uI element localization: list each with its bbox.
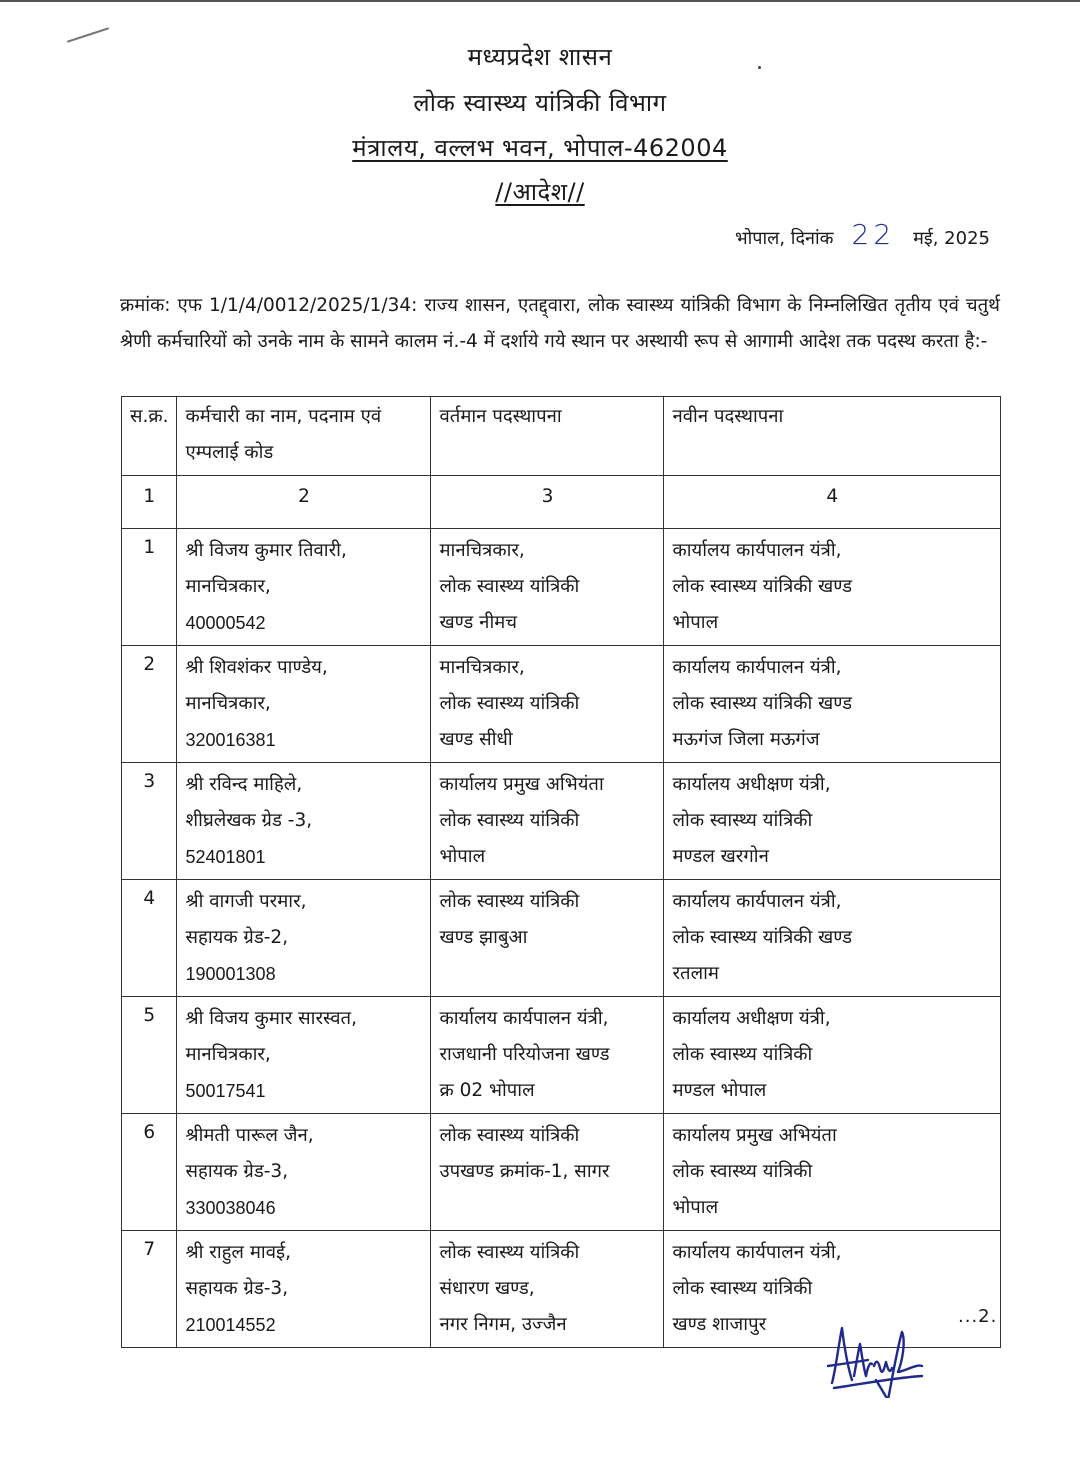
employee-name: श्री शिवशंकर पाण्डेय, (185, 657, 328, 678)
table-row (122, 529, 1001, 646)
employee-designation: शीघ्रलेखक ग्रेड -3, (185, 810, 313, 831)
department-name: लोक स्वास्थ्य यांत्रिकी विभाग (413, 89, 667, 117)
current-posting-line: खण्ड सीधी (439, 729, 513, 750)
employee-name: श्री राहुल मावई, (185, 1242, 291, 1263)
new-posting-cell (664, 997, 1001, 1114)
serial-number: 3 (122, 763, 177, 880)
current-posting-line: मानचित्रकार, (439, 657, 525, 678)
employee-code: 50017541 (185, 1081, 266, 1101)
current-posting-line: खण्ड झाबुआ (439, 927, 528, 948)
new-posting-line: कार्यालय प्रमुख अभियंता (672, 1125, 837, 1146)
new-posting-line: लोक स्वास्थ्य यांत्रिकी खण्ड (672, 693, 852, 714)
government-name: मध्यप्रदेश शासन (467, 43, 613, 71)
new-posting-cell (664, 763, 1001, 880)
current-posting-line: लोक स्वास्थ्य यांत्रिकी (439, 1125, 580, 1146)
employee-cell (177, 1231, 431, 1348)
current-posting-line: उपखण्ड क्रमांक-1, सागर (439, 1161, 610, 1182)
serial-number: 2 (122, 646, 177, 763)
new-posting-line: कार्यालय अधीक्षण यंत्री, (672, 774, 831, 795)
new-posting-line: मऊगंज जिला मऊगंज (672, 729, 820, 750)
date-month-year: मई, 2025 (913, 228, 990, 249)
table-row (122, 880, 1001, 997)
serial-number: 1 (122, 529, 177, 646)
current-posting-line: लोक स्वास्थ्य यांत्रिकी (439, 810, 580, 831)
employee-designation: सहायक ग्रेड-3, (185, 1278, 289, 1299)
employee-code: 330038046 (185, 1198, 276, 1218)
new-posting-line: कार्यालय कार्यपालन यंत्री, (672, 891, 842, 912)
employee-designation: सहायक ग्रेड-3, (185, 1161, 289, 1182)
office-address: मंत्रालय, वल्लभ भवन, भोपाल-462004 (352, 134, 728, 162)
current-posting-line: कार्यालय कार्यपालन यंत्री, (439, 1008, 609, 1029)
employee-name: श्री विजय कुमार तिवारी, (185, 540, 347, 561)
employee-name: श्रीमती पारूल जैन, (185, 1125, 314, 1146)
header-serial: स.क्र. (122, 397, 177, 476)
header-current-posting: वर्तमान पदस्थापना (431, 397, 664, 476)
new-posting-line: कार्यालय कार्यपालन यंत्री, (672, 657, 842, 678)
new-posting-line: भोपाल (672, 1197, 719, 1218)
current-posting-line: लोक स्वास्थ्य यांत्रिकी (439, 1242, 580, 1263)
new-posting-line: कार्यालय कार्यपालन यंत्री, (672, 540, 842, 561)
current-posting-cell (431, 880, 664, 997)
new-posting-line: कार्यालय अधीक्षण यंत्री, (672, 1008, 831, 1029)
employee-cell (177, 1114, 431, 1231)
current-posting-line: राजधानी परियोजना खण्ड (439, 1044, 610, 1065)
current-posting-line: खण्ड नीमच (439, 612, 518, 633)
date-prefix: भोपाल, दिनांक (734, 228, 834, 249)
signature-icon (822, 1318, 942, 1398)
employee-cell (177, 646, 431, 763)
order-title: //आदेश// (495, 178, 585, 206)
dateline (735, 218, 990, 251)
new-posting-line: मण्डल भोपाल (672, 1080, 767, 1101)
new-posting-line: कार्यालय कार्यपालन यंत्री, (672, 1242, 842, 1263)
employee-name: श्री विजय कुमार सारस्वत, (185, 1008, 357, 1029)
employee-designation: मानचित्रकार, (185, 1044, 271, 1065)
column-number: 4 (664, 476, 1001, 529)
employee-code: 320016381 (185, 730, 276, 750)
employee-designation: मानचित्रकार, (185, 693, 271, 714)
employee-designation: सहायक ग्रेड-2, (185, 927, 289, 948)
current-posting-line: संधारण खण्ड, (439, 1278, 535, 1299)
new-posting-line: भोपाल (672, 612, 719, 633)
column-number-row (122, 476, 1001, 529)
new-posting-line: लोक स्वास्थ्य यांत्रिकी (672, 1278, 813, 1299)
current-posting-line: लोक स्वास्थ्य यांत्रिकी (439, 891, 580, 912)
current-posting-line: लोक स्वास्थ्य यांत्रिकी (439, 576, 580, 597)
table-row (122, 1114, 1001, 1231)
employee-cell (177, 763, 431, 880)
header-new-posting: नवीन पदस्थापना (664, 397, 1001, 476)
current-posting-line: भोपाल (439, 846, 486, 867)
current-posting-cell (431, 763, 664, 880)
new-posting-line: रतलाम (672, 963, 719, 984)
employee-cell (177, 880, 431, 997)
employee-code: 52401801 (185, 847, 266, 867)
table-row (122, 997, 1001, 1114)
current-posting-cell (431, 1231, 664, 1348)
current-posting-cell (431, 1114, 664, 1231)
table-row (122, 646, 1001, 763)
header-employee: कर्मचारी का नाम, पदनाम एवं एम्पलाई कोड (177, 397, 431, 476)
new-posting-line: लोक स्वास्थ्य यांत्रिकी (672, 810, 813, 831)
scan-top-edge (0, 0, 1080, 2)
posting-table (121, 396, 1001, 1348)
new-posting-line: लोक स्वास्थ्य यांत्रिकी खण्ड (672, 927, 852, 948)
continuation-marker: ...2. (958, 1306, 998, 1327)
date-day-handwritten: 22 (851, 218, 896, 251)
employee-code: 190001308 (185, 964, 276, 984)
employee-cell (177, 997, 431, 1114)
serial-number: 7 (122, 1231, 177, 1348)
employee-code: 210014552 (185, 1315, 276, 1335)
current-posting-line: मानचित्रकार, (439, 540, 525, 561)
new-posting-cell (664, 646, 1001, 763)
current-posting-cell (431, 529, 664, 646)
employee-code: 40000542 (185, 613, 266, 633)
current-posting-line: नगर निगम, उज्जैन (439, 1314, 567, 1335)
new-posting-line: खण्ड शाजापुर (672, 1314, 767, 1335)
order-body-text: क्रमांक: एफ 1/1/4/0012/2025/1/34: राज्य शासन, एतद्द्वारा, लोक स्वास्थ्य यांत्रिकी विभाग के निम्नलिखित तृतीय एवं चतुर्थ श्रेणी कर्मचारियों को उनके नाम के सामने कालम नं.-4 में दर्शाये गये स्थान पर अस्थायी रूप से आगामी आदेश तक पदस्थ करता है:- (120, 295, 1000, 352)
new-posting-line: लोक स्वास्थ्य यांत्रिकी (672, 1044, 813, 1065)
column-number: 2 (177, 476, 431, 529)
new-posting-cell (664, 529, 1001, 646)
serial-number: 4 (122, 880, 177, 997)
current-posting-line: क्र 02 भोपाल (439, 1080, 535, 1101)
column-number: 3 (431, 476, 664, 529)
current-posting-cell (431, 646, 664, 763)
serial-number: 5 (122, 997, 177, 1114)
employee-name: श्री वागजी परमार, (185, 891, 307, 912)
new-posting-line: लोक स्वास्थ्य यांत्रिकी (672, 1161, 813, 1182)
new-posting-cell (664, 880, 1001, 997)
current-posting-line: लोक स्वास्थ्य यांत्रिकी (439, 693, 580, 714)
new-posting-line: लोक स्वास्थ्य यांत्रिकी खण्ड (672, 576, 852, 597)
new-posting-line: मण्डल खरगोन (672, 846, 769, 867)
employee-name: श्री रविन्द माहिले, (185, 774, 303, 795)
current-posting-cell (431, 997, 664, 1114)
current-posting-line: कार्यालय प्रमुख अभियंता (439, 774, 604, 795)
serial-number: 6 (122, 1114, 177, 1231)
employee-cell (177, 529, 431, 646)
table-header-row (122, 397, 1001, 476)
column-number: 1 (122, 476, 177, 529)
table-row (122, 763, 1001, 880)
employee-designation: मानचित्रकार, (185, 576, 271, 597)
new-posting-cell (664, 1114, 1001, 1231)
